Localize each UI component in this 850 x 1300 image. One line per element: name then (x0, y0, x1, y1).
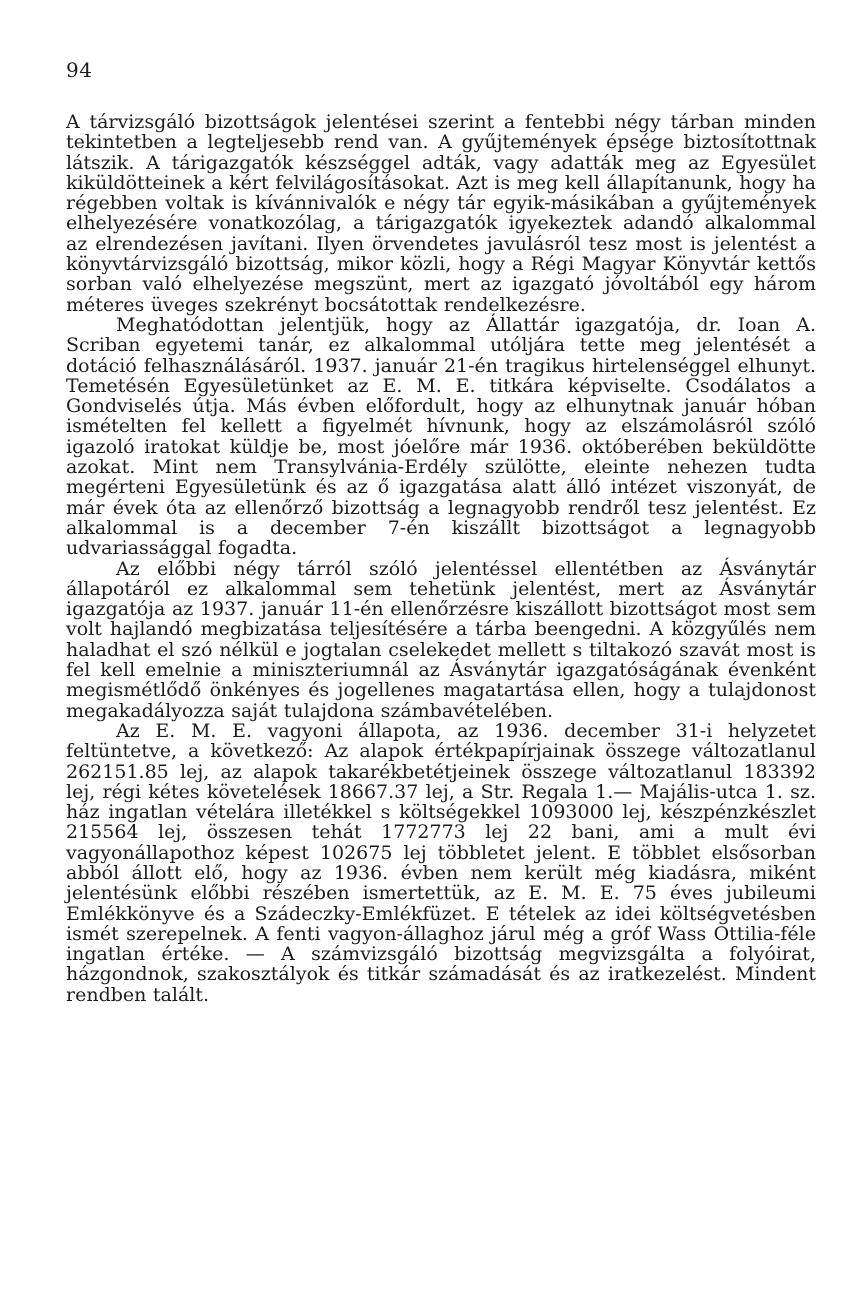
paragraph-tar-reports: A tárvizsgáló bizottságok jelentései szerint a fentebbi négy tárban minden tekintetben a legteljesebb rend van. A gyűjtemények épsége biztosítottnak látszik. A tárigazgatók készséggel adták, vagy adatták meg az Egyesület kiküldötteinek a kért felvilágosításokat. Azt is meg kell állapítanunk, hogy ha régebben voltak is kívánnivalók e négy tár egyik-másikában a gyűjtemények elhelyezésére vonatkozólag, a tárigazgatók igyekeztek adandó alkalommal az elrendezésen javítani. Ilyen örvendetes javulásról tesz most is jelentést a könyvtárvizsgáló bizottság, mikor közli, hogy a Régi Magyar Könyvtár kettős sorban való elhelyezése megszünt, mert az igazgató jóvoltából egy három méteres üveges szekrényt bocsátottak rendelkezésre. (66, 111, 816, 316)
paragraph-scriban-obituary: Meghatódottan jelentjük, hogy az Állattár igazgatója, dr. Ioan A. Scriban egyetemi tanár, ez alkalommal utóljára tette meg jelentését a dotáció felhasználásáról. 1937. január 21-én tragikus hirtelenséggel elhunyt. Temetésén Egyesületünket az E. M. E. titkára képviselte. Csodálatos a Gondviselés útja. Más évben előfordult, hogy az elhunytnak január hóban ismételten fel kellett a figyelmét hívnunk, hogy az elszámolásról szóló igazoló iratokat küldje be, most jóelőre már 1936. októberében beküldötte azokat. Mint nem Transylvánia-Erdély szülötte, eleinte nehezen tudta megérteni Egyesületünk és az ő igazgatása alatt álló intézet viszonyát, de már évek óta az ellenőrző bizottság a legnagyobb rendről tesz jelentést. Ez alkalommal is a december 7-én kiszállt bizottságot a legnagyobb udvariassággal fogadta. (66, 313, 816, 560)
body-text (66, 112, 816, 1005)
page-number: 94 (66, 58, 93, 82)
paragraph-asvanytar-protest: Az előbbi négy tárról szóló jelentéssel ellentétben az Ásványtár állapotáról ez alkalommal sem tehetünk jelentést, mert az Ásványtár igazgatója az 1937. január 11-én ellenőrzésre kiszállott bizottságot most sem volt hajlandó megbizatása teljesítésére a tárba beengedni. A közgyűlés nem haladhat el szó nélkül e jogtalan cselekedet mellett s tiltakozó szavát most is fel kell emelnie a miniszteriumnál az Ásványtár igazgatóságának évenként megismétlődő önkényes és jogellenes magatartása ellen, hogy a tulajdonost megakadályozza saját tulajdona számbavételében. (66, 557, 816, 722)
paragraph-financial-status: Az E. M. E. vagyoni állapota, az 1936. december 31-i helyzetet feltüntetve, a következő: Az alapok értékpapírjainak összege változatlanul 262151.85 lej, az alapok takarékbetétjeinek összege változatlanul 183392 lej, régi kétes követelések 18667.37 lej, a Str. Regala 1.— Majális-utca 1. sz. ház ingatlan vételára illetékkel s költségekkel 1093000 lej, készpénzkészlet 215564 lej, összesen tehát 1772773 lej 22 bani, ami a mult évi vagyonállapothoz képest 102675 lej többletet jelent. E többlet elsősorban abból állott elő, hogy az 1936. évben nem került még kiadásra, miként jelentésünk előbbi részében ismertettük, az E. M. E. 75 éves jubileumi Emlékkönyve és a Szádeczky-Emlékfüzet. E tételek az idei költségvetésben ismét szerepelnek. A fenti vagyon-állaghoz járul még a gróf Wass Ottilia-féle ingatlan értéke. — A számvizsgáló bizottság megvizsgálta a folyóirat, házgondnok, szakosztályok és titkár számadását és az iratkezelést. Mindent rendben talált. (66, 719, 816, 1006)
